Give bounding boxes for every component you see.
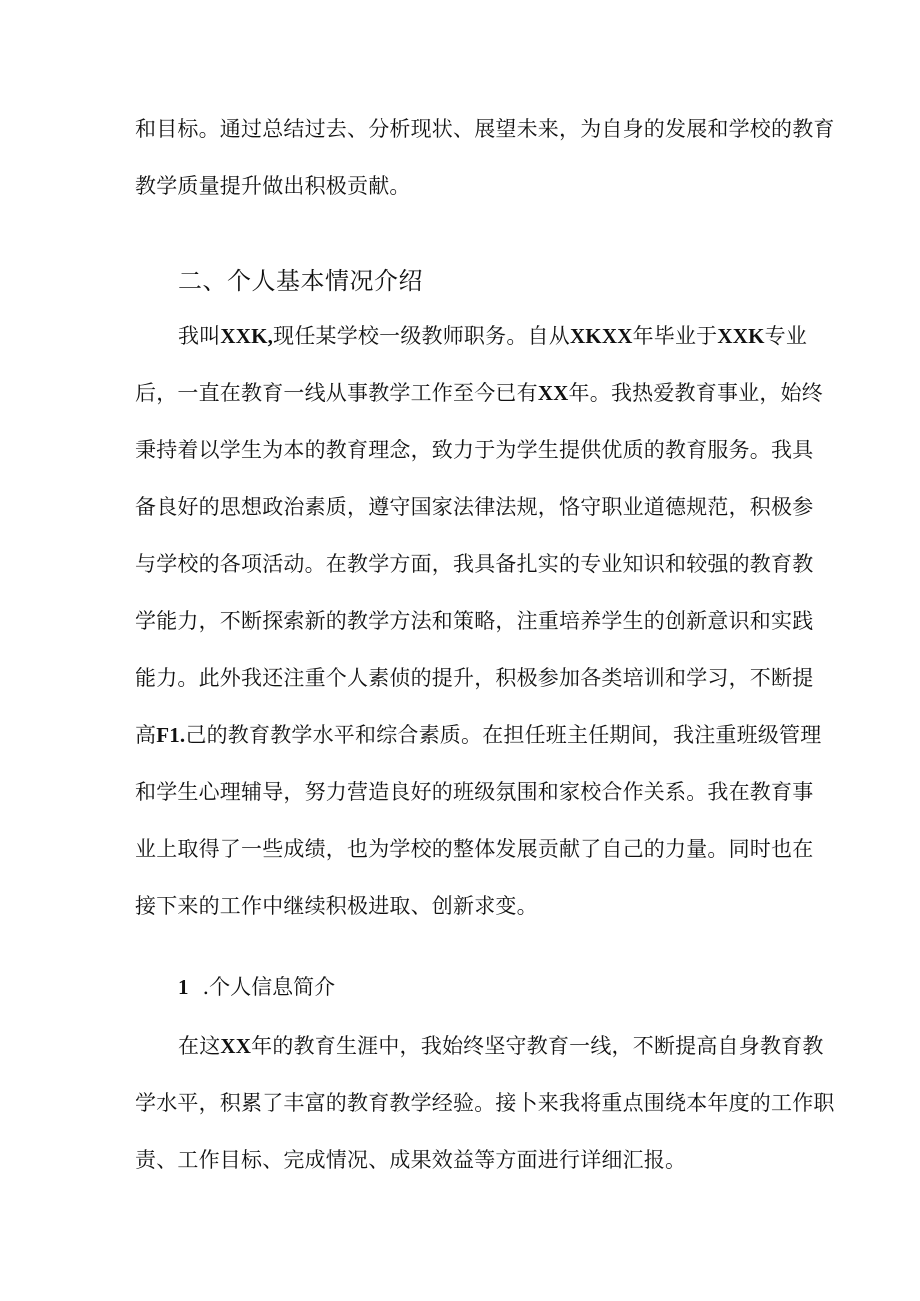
text-fragment: 专业 <box>764 324 808 348</box>
intro-line-1: 和目标。通过总结过去、分析现状、展望未来，为自身的发展和学校的教育 <box>135 117 835 141</box>
placeholder-major: XXK <box>717 324 765 348</box>
paragraph-line-2 <box>135 378 920 408</box>
subsection-number: 1 <box>178 975 189 999</box>
text-fragment: 己的教育教学水平和综合素质。在担任班主任期间，我注重班级管理 <box>185 723 822 747</box>
text-fragment: 在这 <box>178 1034 221 1058</box>
subsection-line-1 <box>178 1031 920 1061</box>
text-fragment: 后，一直在教育一线从事教学工作至今已有 <box>135 381 538 405</box>
subsection-heading <box>178 972 335 1002</box>
paragraph-line-10: 业上取得了一些成绩，也为学校的整体发展贡献了自己的力量。同时也在 <box>135 837 814 861</box>
text-fragment: 年毕业于 <box>632 324 718 348</box>
paragraph-line-1 <box>178 321 920 351</box>
subsection-title: .个人信息简介 <box>202 975 336 999</box>
placeholder-name: XXK, <box>220 324 274 348</box>
paragraph-line-7: 能力。此外我还注重个人素侦的提升，积极参加各类培训和学习，不断提 <box>135 666 814 690</box>
garbled-text: F1. <box>156 723 186 747</box>
paragraph-line-4: 备良好的思想政治素质，遵守国家法律法规，恪守职业道德规范，积极参 <box>135 495 814 519</box>
subsection-line-3: 责、工作目标、完成情况、成果效益等方面进行详细汇报。 <box>135 1148 687 1172</box>
paragraph-line-11: 接下来的工作中继续积极进取、创新求变。 <box>135 894 538 918</box>
text-fragment: 年。我热爱教育事业，始终 <box>568 381 823 405</box>
paragraph-line-9: 和学生心理辅导，努力营造良好的班级氛围和家校合作关系。我在教育事 <box>135 780 814 804</box>
placeholder-years: XX <box>537 381 569 405</box>
text-fragment: 高 <box>135 723 157 747</box>
section-heading: 二、个人基本情况介绍 <box>178 267 423 295</box>
paragraph-line-3: 秉持着以学生为本的教育理念，致力于为学生提供优质的教育服务。我具 <box>135 438 814 462</box>
text-fragment: 我叫 <box>178 324 221 348</box>
placeholder-year: XKXX <box>569 324 633 348</box>
paragraph-line-5: 与学校的各项活动。在教学方面，我具备扎实的专业知识和较强的教育教 <box>135 552 814 576</box>
placeholder-years: XX <box>220 1034 252 1058</box>
text-fragment: 现任某学校一级教师职务。自从 <box>273 324 570 348</box>
subsection-line-2: 学水平，积累了丰富的教育教学经验。接卜来我将重点围绕本年度的工作职 <box>135 1091 835 1115</box>
paragraph-line-6: 学能力，不断探索新的教学方法和策略，注重培养学生的创新意识和实践 <box>135 609 814 633</box>
paragraph-line-8 <box>135 720 920 750</box>
text-fragment: 年的教育生涯中，我始终坚守教育一线，不断提高自身教育教 <box>251 1034 824 1058</box>
intro-line-2: 教学质量提升做出积极贡献。 <box>135 174 411 198</box>
